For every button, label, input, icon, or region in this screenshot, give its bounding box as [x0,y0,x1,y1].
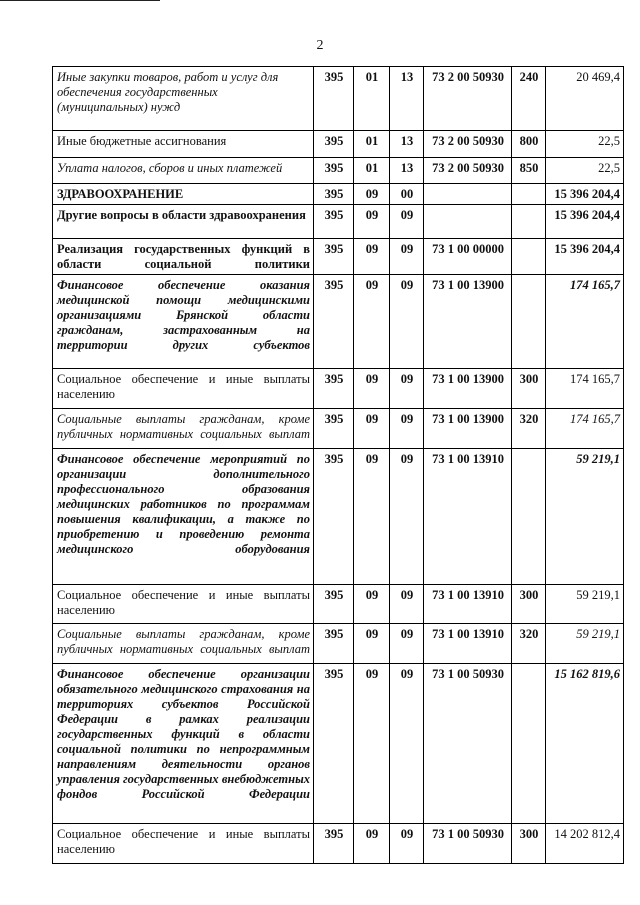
section-code: 01 [354,67,390,131]
row-name: Реализация государственных функций в области социальной политики [53,239,314,275]
subsection-code: 09 [390,824,424,864]
ministry-code: 395 [314,664,354,824]
target-code: 73 1 00 13910 [424,624,512,664]
subsection-code: 09 [390,275,424,369]
table-row [53,449,624,585]
expense-type-code [512,184,546,205]
expense-type-code: 240 [512,67,546,131]
target-code: 73 1 00 50930 [424,824,512,864]
ministry-code: 395 [314,624,354,664]
sum-value: 174 165,7 [546,275,624,369]
expense-type-code: 300 [512,369,546,409]
ministry-code: 395 [314,184,354,205]
target-code: 73 1 00 13910 [424,449,512,585]
row-name: Социальное обеспечение и иные выплаты населению [53,369,314,409]
section-code: 09 [354,449,390,585]
ministry-code: 395 [314,585,354,624]
ministry-code: 395 [314,409,354,449]
section-code: 09 [354,205,390,239]
section-code: 09 [354,585,390,624]
target-code: 73 1 00 13900 [424,369,512,409]
table-row [53,824,624,864]
ministry-code: 395 [314,369,354,409]
budget-table [52,66,624,864]
section-code: 09 [354,239,390,275]
sum-value: 59 219,1 [546,449,624,585]
sum-value: 15 396 204,4 [546,205,624,239]
expense-type-code: 320 [512,409,546,449]
target-code: 73 1 00 00000 [424,239,512,275]
ministry-code: 395 [314,275,354,369]
expense-type-code: 320 [512,624,546,664]
ministry-code: 395 [314,131,354,158]
row-name: Социальные выплаты гражданам, кроме публичных нормативных социальных выплат [53,624,314,664]
row-name: Другие вопросы в области здравоохранения [53,205,314,239]
table-row [53,158,624,184]
target-code: 73 1 00 50930 [424,664,512,824]
target-code [424,205,512,239]
section-code: 09 [354,369,390,409]
row-name: Финансовое обеспечение организации обязательного медицинского страхования на территориях субъектов Российской Федерации в рамках реализации государственных функций в области социальной политики по непрограммным направлениям деятельности органов управления государственных внебюджетных фондов Российской Федерации [53,664,314,824]
section-code: 09 [354,409,390,449]
row-name: Иные бюджетные ассигнования [53,131,314,158]
expense-type-code: 800 [512,131,546,158]
expense-type-code: 850 [512,158,546,184]
table-row [53,184,624,205]
ministry-code: 395 [314,239,354,275]
sum-value: 22,5 [546,158,624,184]
expense-type-code: 300 [512,824,546,864]
row-name: Социальное обеспечение и иные выплаты населению [53,824,314,864]
section-code: 09 [354,184,390,205]
target-code: 73 2 00 50930 [424,67,512,131]
table-row [53,409,624,449]
sum-value: 15 396 204,4 [546,184,624,205]
sum-value: 59 219,1 [546,624,624,664]
subsection-code: 13 [390,67,424,131]
sum-value: 22,5 [546,131,624,158]
ministry-code: 395 [314,449,354,585]
subsection-code: 00 [390,184,424,205]
expense-type-code [512,664,546,824]
header-rule [0,0,160,1]
row-name: Иные закупки товаров, работ и услуг для обеспечения государственных (муниципальных) нужд [53,67,314,131]
ministry-code: 395 [314,824,354,864]
subsection-code: 09 [390,409,424,449]
expense-type-code [512,239,546,275]
ministry-code: 395 [314,158,354,184]
sum-value: 20 469,4 [546,67,624,131]
target-code: 73 1 00 13900 [424,409,512,449]
table-row [53,131,624,158]
sum-value: 174 165,7 [546,369,624,409]
target-code: 73 2 00 50930 [424,158,512,184]
row-name: Финансовое обеспечение оказания медицинской помощи медицинскими организациями Брянской области гражданам, застрахованным на территории других субъектов [53,275,314,369]
table-row [53,369,624,409]
table-row [53,664,624,824]
table-row [53,585,624,624]
expense-type-code: 300 [512,585,546,624]
subsection-code: 13 [390,131,424,158]
subsection-code: 09 [390,205,424,239]
subsection-code: 09 [390,449,424,585]
row-name: ЗДРАВООХРАНЕНИЕ [53,184,314,205]
ministry-code: 395 [314,67,354,131]
row-name: Уплата налогов, сборов и иных платежей [53,158,314,184]
page-number: 2 [316,38,324,53]
table-row [53,67,624,131]
row-name: Финансовое обеспечение мероприятий по организации дополнительного профессионального образования медицинских работников по программам повышения квалификации, а также по приобретению и проведению ремонта медицинского оборудования [53,449,314,585]
row-name: Социальные выплаты гражданам, кроме публичных нормативных социальных выплат [53,409,314,449]
table-row [53,624,624,664]
subsection-code: 09 [390,664,424,824]
section-code: 09 [354,624,390,664]
section-code: 01 [354,131,390,158]
sum-value: 14 202 812,4 [546,824,624,864]
section-code: 09 [354,824,390,864]
target-code: 73 2 00 50930 [424,131,512,158]
section-code: 09 [354,275,390,369]
target-code [424,184,512,205]
table-row [53,275,624,369]
subsection-code: 13 [390,158,424,184]
section-code: 01 [354,158,390,184]
table-row [53,239,624,275]
subsection-code: 09 [390,369,424,409]
row-name: Социальное обеспечение и иные выплаты населению [53,585,314,624]
subsection-code: 09 [390,585,424,624]
table-row [53,205,624,239]
section-code: 09 [354,664,390,824]
ministry-code: 395 [314,205,354,239]
target-code: 73 1 00 13900 [424,275,512,369]
expense-type-code [512,205,546,239]
sum-value: 59 219,1 [546,585,624,624]
expense-type-code [512,275,546,369]
expense-type-code [512,449,546,585]
subsection-code: 09 [390,239,424,275]
target-code: 73 1 00 13910 [424,585,512,624]
sum-value: 15 396 204,4 [546,239,624,275]
sum-value: 15 162 819,6 [546,664,624,824]
sum-value: 174 165,7 [546,409,624,449]
subsection-code: 09 [390,624,424,664]
